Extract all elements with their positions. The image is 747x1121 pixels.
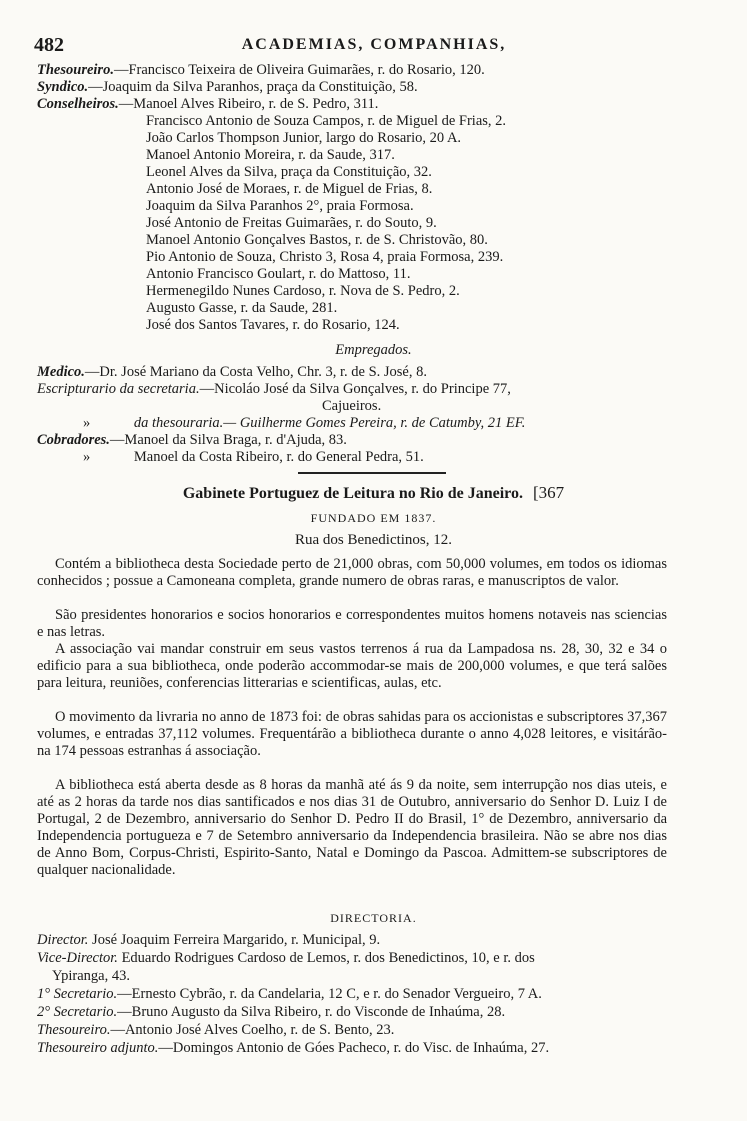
section-heading: Empregados. [335,342,412,358]
officer-line: Thesoureiro.—Francisco Teixeira de Oliveira Guimarães, r. do Rosario, 120. [37,62,485,78]
list-item: Leonel Alves da Silva, praça da Constituição, 32. [146,164,432,180]
list-item: João Carlos Thompson Junior, largo do Rosario, 20 A. [146,130,462,146]
director-line: 1° Secretario.—Ernesto Cybrão, r. da Candelaria, 12 C, e r. do Senador Vergueiro, 7 A. [37,986,542,1002]
list-item: Antonio Francisco Goulart, r. do Mattoso, 11. [146,266,411,282]
director-line: Vice-Director. Eduardo Rodrigues Cardoso de Lemos, r. dos Benedictinos, 10, e r. dos [37,950,535,966]
section-heading: DIRECTORIA. [330,911,417,925]
founded-note: FUNDADO EM 1837. [310,511,437,525]
staff-line: » da thesouraria.— Guilherme Gomes Pereira, r. de Catumby, 21 EF. [83,415,526,431]
officer-line: Syndico.—Joaquim da Silva Paranhos, praça da Constituição, 58. [37,79,418,95]
list-item: Francisco Antonio de Souza Campos, r. de Miguel de Frias, 2. [146,113,507,129]
paragraph: A associação vai mandar construir em seus vastos terrenos á rua da Lampadosa ns. 28, 30, 32 e 34 o edificio para a sua bibliotheca, onde poderão accommodar-se mais de 200,000 volumes, e que terá salões para leitura, reuniões, conferencias litterarias e scientificas, aulas, etc. [37,641,667,691]
list-item: Antonio José de Moraes, r. de Miguel de Frias, 8. [146,181,433,197]
director-line: Thesoureiro.—Antonio José Alves Coelho, r. de S. Bento, 23. [37,1022,395,1038]
staff-line: » Manoel da Costa Ribeiro, r. do General Pedra, 51. [83,449,424,465]
officer-line: Conselheiros.—Manoel Alves Ribeiro, r. de S. Pedro, 311. [37,96,379,112]
director-line: Director. José Joaquim Ferreira Margarido, r. Municipal, 9. [37,932,381,948]
director-line: 2° Secretario.—Bruno Augusto da Silva Ribeiro, r. do Visconde de Inhaúma, 28. [37,1004,506,1020]
list-item: José dos Santos Tavares, r. do Rosario, 124. [146,317,400,333]
list-item: Manoel Antonio Gonçalves Bastos, r. de S. Christovão, 80. [146,232,488,248]
paragraph: Contém a bibliotheca desta Sociedade perto de 21,000 obras, com 50,000 volumes, em todos os idiomas conhecidos ; possue a Camoneana completa, grande numero de obras raras, e manuscriptos de valor. [37,556,667,589]
staff-line: Cobradores.—Manoel da Silva Braga, r. d'Ajuda, 83. [37,432,347,448]
staff-line: Cajueiros. [322,398,382,414]
paragraph: A bibliotheca está aberta desde as 8 horas da manhã até ás 9 da noite, sem interrupção nos dias uteis, e até as 2 horas da tarde nos dias santificados e nos dias 31 de Outubro, anniversario do Senhor D. Luiz I de Portugal, 2 de Dezembro, anniversario do Senhor D. Pedro II do Brasil, 1° de Dezembro, anniversario da Independencia portugueza e 7 de Setembro anniversario da Independencia brasileira. Não se abre nos dias de Anno Bom, Corpus-Christi, Espirito-Santo, Natal e Domingo da Pascoa. Admittem-se subscriptores de qualquer nacionalidade. [37,777,667,878]
list-item: José Antonio de Freitas Guimarães, r. do Souto, 9. [146,215,437,231]
page-number: 482 [34,34,64,56]
list-item: Augusto Gasse, r. da Saude, 281. [146,300,338,316]
paragraph: São presidentes honorarios e socios honorarios e correspondentes muitos homens notaveis nas sciencias e nas letras. [37,607,667,640]
director-line: Thesoureiro adjunto.—Domingos Antonio de Góes Pacheco, r. do Visc. de Inhaúma, 27. [37,1040,550,1056]
list-item: Joaquim da Silva Paranhos 2°, praia Formosa. [146,198,414,214]
staff-line: Escripturario da secretaria.—Nicoláo José da Silva Gonçalves, r. do Principe 77, [37,381,511,397]
list-item: Manoel Antonio Moreira, r. da Saude, 317. [146,147,395,163]
section-title: Gabinete Portuguez de Leitura no Rio de Janeiro. [367 [182,483,565,502]
paragraph: O movimento da livraria no anno de 1873 foi: de obras sahidas para os accionistas e subscriptores 37,367 volumes, e entradas 37,112 volumes. Frequentárão a bibliotheca durante o anno 4,028 leitores, e visitárão-na 174 pessoas estranhas á associação. [37,709,667,759]
list-item: Hermenegildo Nunes Cardoso, r. Nova de S. Pedro, 2. [146,283,460,299]
running-title: ACADEMIAS, COMPANHIAS, [241,36,507,53]
page-header [34,34,714,56]
list-item: Pio Antonio de Souza, Christo 3, Rosa 4, praia Formosa, 239. [146,249,504,265]
staff-line: Medico.—Dr. José Mariano da Costa Velho, Chr. 3, r. de S. José, 8. [37,364,427,380]
section-divider [298,472,446,474]
director-line: Ypiranga, 43. [52,968,130,984]
address: Rua dos Benedictinos, 12. [294,532,453,548]
